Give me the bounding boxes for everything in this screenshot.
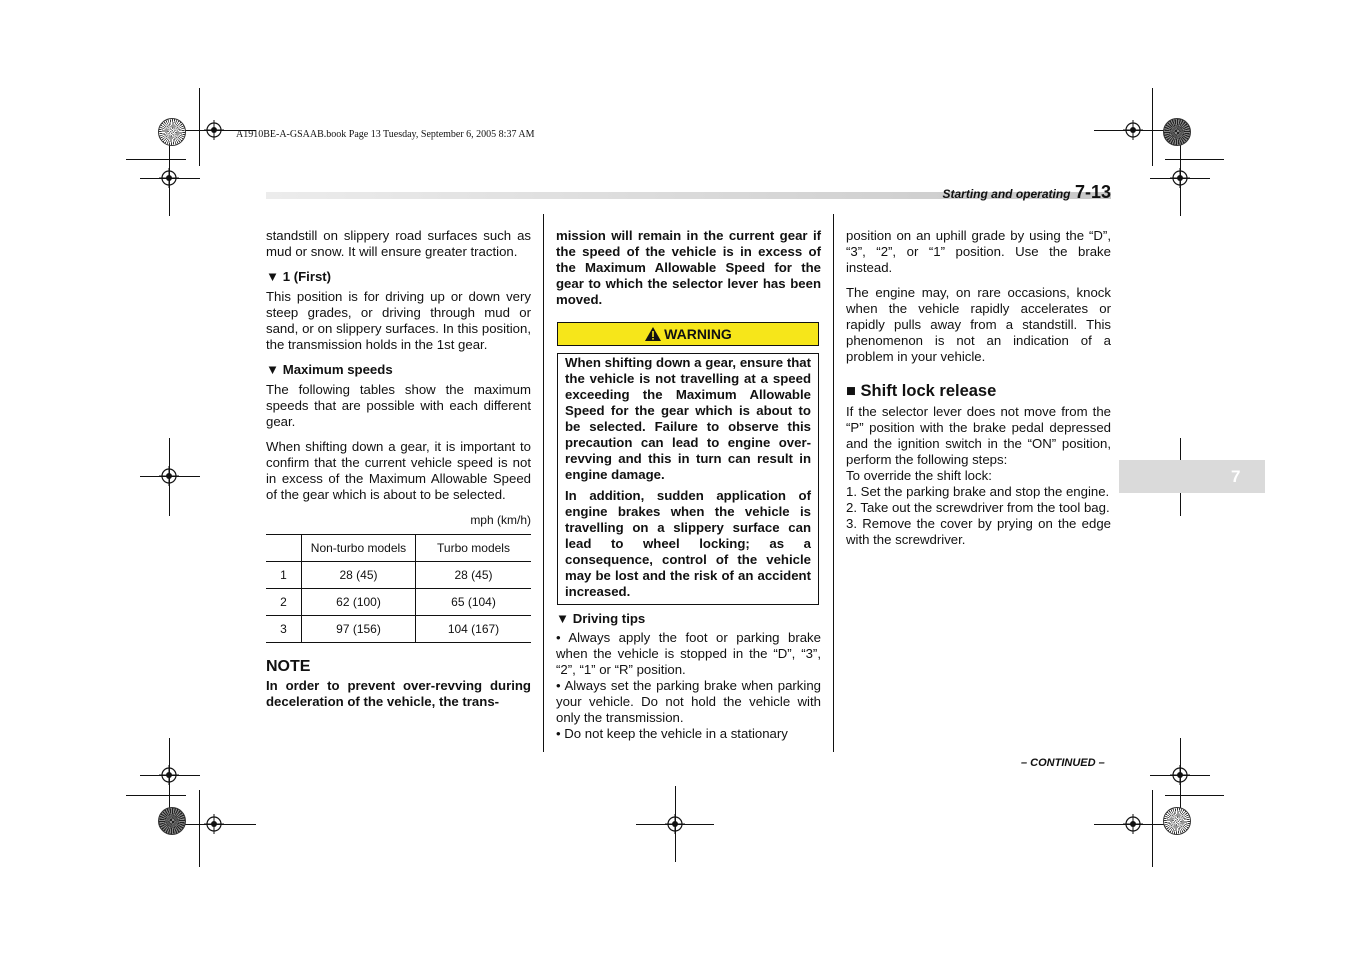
registration-target-icon [1123,120,1143,140]
table-row [266,562,531,589]
driving-tips [556,611,821,742]
registration-target-icon [204,120,224,140]
table-cell: 97 (156) [302,616,416,643]
list-item: • Always set the parking brake when parking your vehicle. Do not hold the vehicle with only the transmission. [556,678,821,725]
column-divider [543,214,544,752]
subheading-driving-tips: ▼ Driving tips [556,611,646,626]
color-bar-circle-icon [158,118,186,146]
paragraph: If the selector lever does not move from the “P” position with the brake pedal depressed and the ignition switch in the “ON” position, perform the following steps: [846,404,1111,467]
note-title: NOTE [266,658,311,675]
paragraph: When shifting down a gear, it is important to confirm that the current vehicle speed is not in excess of the Maximum Allowable Speed of the gear which is about to be selected. [266,439,531,502]
warning-header [557,322,819,346]
book-info: A1910BE-A-GSAAB.book Page 13 Tuesday, September 6, 2005 8:37 AM [236,129,535,140]
warning-label: WARNING [664,326,732,342]
registration-target-icon [159,168,179,188]
list-item: 1. Set the parking brake and stop the engine. [846,484,1110,499]
paragraph: position on an uphill grade by using the “D”, “3”, “2”, or “1” position. Use the brake instead. [846,228,1111,275]
paragraph: The engine may, on rare occasions, knock when the vehicle rapidly accelerates or rapidly pulls away from a standstill. This phenomenon is not an indication of a problem in your vehicle. [846,285,1111,364]
color-bar-circle-icon [1163,118,1191,146]
list-item: • Do not keep the vehicle in a stationary [556,726,788,741]
warning-paragraph: In addition, sudden application of engine brakes when the vehicle is travelling on a slippery surface can lead to wheel locking; as a consequence, control of the vehicle may be lost and the risk of an accident increased. [565,488,811,599]
table-cell: 28 (45) [302,562,416,589]
table-header-cell: Turbo models [416,535,532,562]
table-row [266,616,531,643]
registration-target-icon [1123,814,1143,834]
gear-cell: 1 [266,562,302,589]
table-cell: 65 (104) [416,589,532,616]
color-bar-circle-icon [1163,807,1191,835]
registration-target-icon [159,765,179,785]
continued-label: – CONTINUED – [1021,757,1105,769]
max-speeds-table [266,534,531,643]
heading-shift-lock-release: ■ Shift lock release [846,382,997,400]
note-text: In order to prevent over-revving during deceleration of the vehicle, the trans- [266,678,531,709]
registration-target-icon [159,466,179,486]
registration-target-icon [1170,765,1190,785]
column-divider [833,214,834,752]
note-text-continued: mission will remain in the current gear if the speed of the vehicle is in excess of the Maximum Allowable Speed for the gear to which the selector lever has been moved. [556,228,821,307]
section-title: Starting and operating [942,187,1071,201]
registration-target-icon [204,814,224,834]
gear-cell: 3 [266,616,302,643]
list-item: 3. Remove the cover by prying on the edge with the screwdriver. [846,516,1111,547]
table-row [266,589,531,616]
column-3 [846,228,1111,548]
table-header-row [266,535,531,562]
table-header-cell [266,535,302,562]
warning-paragraph: When shifting down a gear, ensure that the vehicle is not travelling at a speed exceeding the Maximum Allowable Speed for the gear which is about to be selected. Failure to observe this precaution can lead to engine over-revving and this in turn can result in engine damage. [565,355,811,482]
list-item: • Always apply the foot or parking brake when the vehicle is stopped in the “D”, “3”, “2”, “1” or “R” position. [556,630,821,677]
chapter-number: 7 [1231,467,1241,486]
registration-target-icon [1170,168,1190,188]
table-unit: mph (km/h) [470,513,531,527]
color-bar-circle-icon [158,807,186,835]
paragraph: standstill on slippery road surfaces such as mud or snow. It will ensure greater traction. [266,228,531,259]
table-header-cell: Non-turbo models [302,535,416,562]
table-cell: 104 (167) [416,616,532,643]
paragraph: The following tables show the maximum speeds that are possible with each different gear. [266,382,531,429]
subheading-first-gear: ▼ 1 (First) [266,269,332,284]
warning-icon [644,326,662,348]
chapter-tab [1119,460,1265,493]
gear-cell: 2 [266,589,302,616]
registration-target-icon [665,814,685,834]
column-1 [266,228,531,719]
table-cell: 28 (45) [416,562,532,589]
warning-box [557,353,819,605]
column-2 [556,228,821,317]
list-item: 2. Take out the screwdriver from the tool bag. [846,500,1110,515]
page-header [943,182,1112,203]
paragraph: To override the shift lock: [846,468,992,483]
page-number: 7-13 [1074,182,1111,202]
paragraph: This position is for driving up or down very steep grades, or driving through mud or sand, or on slippery surfaces. In this position, the transmission holds in the 1st gear. [266,289,531,352]
table-cell: 62 (100) [302,589,416,616]
subheading-maximum-speeds: ▼ Maximum speeds [266,362,393,377]
